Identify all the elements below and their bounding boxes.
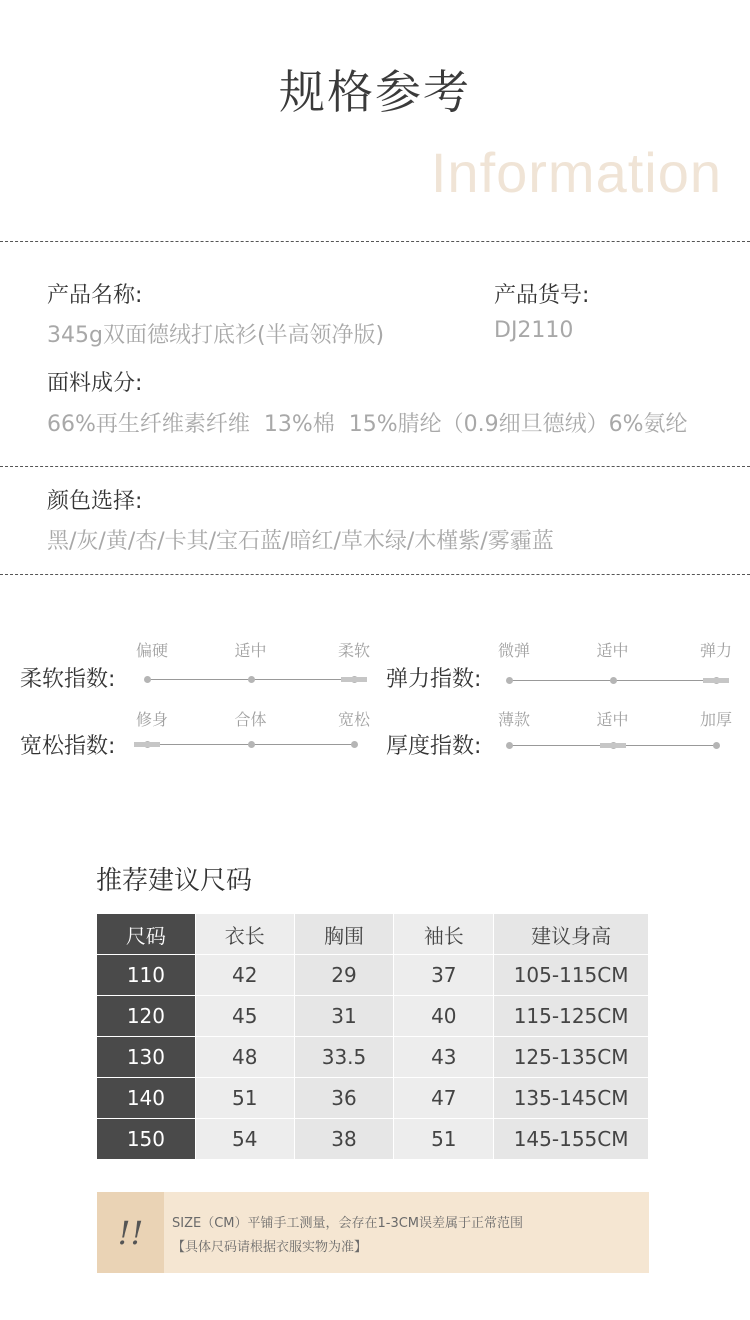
table-cell: 33.5 xyxy=(294,1037,394,1078)
table-cell: 115-125CM xyxy=(494,996,649,1037)
index-tick-label: 适中 xyxy=(596,641,629,660)
table-cell: 120 xyxy=(97,996,196,1037)
table-row xyxy=(97,1037,649,1078)
table-cell: 105-115CM xyxy=(494,955,649,996)
index-label: 柔软指数: xyxy=(20,667,116,692)
table-cell: 48 xyxy=(195,1037,294,1078)
divider xyxy=(0,241,750,242)
table-cell: 110 xyxy=(97,955,196,996)
divider xyxy=(0,466,750,467)
index-level-marker xyxy=(341,677,367,682)
table-cell: 145-155CM xyxy=(494,1119,649,1160)
index-dot xyxy=(351,741,358,748)
fabric-label: 面料成分: xyxy=(47,371,143,396)
table-cell: 45 xyxy=(195,996,294,1037)
product-sku-label: 产品货号: xyxy=(494,283,590,308)
table-header-cell: 衣长 xyxy=(195,914,294,955)
product-name-value: 345g双面德绒打底衫(半高领净版) xyxy=(47,323,385,348)
index-tick-label: 微弹 xyxy=(497,641,530,660)
table-row xyxy=(97,996,649,1037)
exclamation-icon: !! xyxy=(97,1192,164,1273)
table-cell: 135-145CM xyxy=(494,1078,649,1119)
table-cell: 130 xyxy=(97,1037,196,1078)
index-dot xyxy=(506,742,513,749)
fabric-value: 66%再生纤维素纤维 13%棉 15%腈纶（0.9细旦德绒）6%氨纶 xyxy=(47,412,688,437)
color-label: 颜色选择: xyxy=(47,489,143,514)
index-level-marker xyxy=(134,742,160,747)
table-cell: 38 xyxy=(294,1119,394,1160)
color-value: 黑/灰/黄/杏/卡其/宝石蓝/暗红/草木绿/木槿紫/雾霾蓝 xyxy=(47,529,554,554)
table-cell: 51 xyxy=(394,1119,494,1160)
index-label: 弹力指数: xyxy=(386,667,482,692)
table-cell: 47 xyxy=(394,1078,494,1119)
index-dot xyxy=(248,676,255,683)
index-level-marker xyxy=(600,743,626,748)
index-dot xyxy=(713,742,720,749)
index-dot xyxy=(506,677,513,684)
index-tick-label: 柔软 xyxy=(337,641,370,660)
index-tick-label: 修身 xyxy=(135,710,168,729)
index-tick-label: 加厚 xyxy=(699,710,732,729)
size-table-title: 推荐建议尺码 xyxy=(96,866,253,896)
page-subtitle-en: Information xyxy=(430,141,722,204)
table-header-cell: 建议身高 xyxy=(494,914,649,955)
table-cell: 42 xyxy=(195,955,294,996)
table-header-cell: 袖长 xyxy=(394,914,494,955)
index-tick-label: 弹力 xyxy=(699,641,732,660)
table-header-row xyxy=(97,914,649,955)
index-tick-label: 偏硬 xyxy=(135,641,168,660)
table-cell: 36 xyxy=(294,1078,394,1119)
table-header-cell: 胸围 xyxy=(294,914,394,955)
table-cell: 54 xyxy=(195,1119,294,1160)
table-row xyxy=(97,1078,649,1119)
size-table xyxy=(96,913,649,1160)
table-header-cell: 尺码 xyxy=(97,914,196,955)
index-dot xyxy=(610,677,617,684)
index-tick-label: 适中 xyxy=(596,710,629,729)
index-tick-label: 合体 xyxy=(234,710,267,729)
table-row xyxy=(97,1119,649,1160)
divider xyxy=(0,574,750,575)
table-cell: 150 xyxy=(97,1119,196,1160)
product-name-label: 产品名称: xyxy=(47,283,143,308)
table-cell: 43 xyxy=(394,1037,494,1078)
table-cell: 37 xyxy=(394,955,494,996)
index-dot xyxy=(144,676,151,683)
product-sku-value: DJ2110 xyxy=(494,318,574,343)
note-line-2: 【具体尺码请根据衣服实物为准】 xyxy=(172,1240,368,1255)
measurement-note xyxy=(97,1192,649,1273)
table-row xyxy=(97,955,649,996)
table-cell: 40 xyxy=(394,996,494,1037)
table-cell: 31 xyxy=(294,996,394,1037)
table-cell: 29 xyxy=(294,955,394,996)
table-cell: 51 xyxy=(195,1078,294,1119)
page-title: 规格参考 xyxy=(279,65,471,119)
index-label: 厚度指数: xyxy=(386,734,482,759)
table-cell: 140 xyxy=(97,1078,196,1119)
index-tick-label: 薄款 xyxy=(497,710,530,729)
index-tick-label: 适中 xyxy=(234,641,267,660)
index-tick-label: 宽松 xyxy=(337,710,370,729)
index-dot xyxy=(248,741,255,748)
index-label: 宽松指数: xyxy=(20,734,116,759)
index-level-marker xyxy=(703,678,729,683)
note-line-1: SIZE（CM）平铺手工测量，会存在1-3CM误差属于正常范围 xyxy=(172,1216,524,1231)
table-cell: 125-135CM xyxy=(494,1037,649,1078)
